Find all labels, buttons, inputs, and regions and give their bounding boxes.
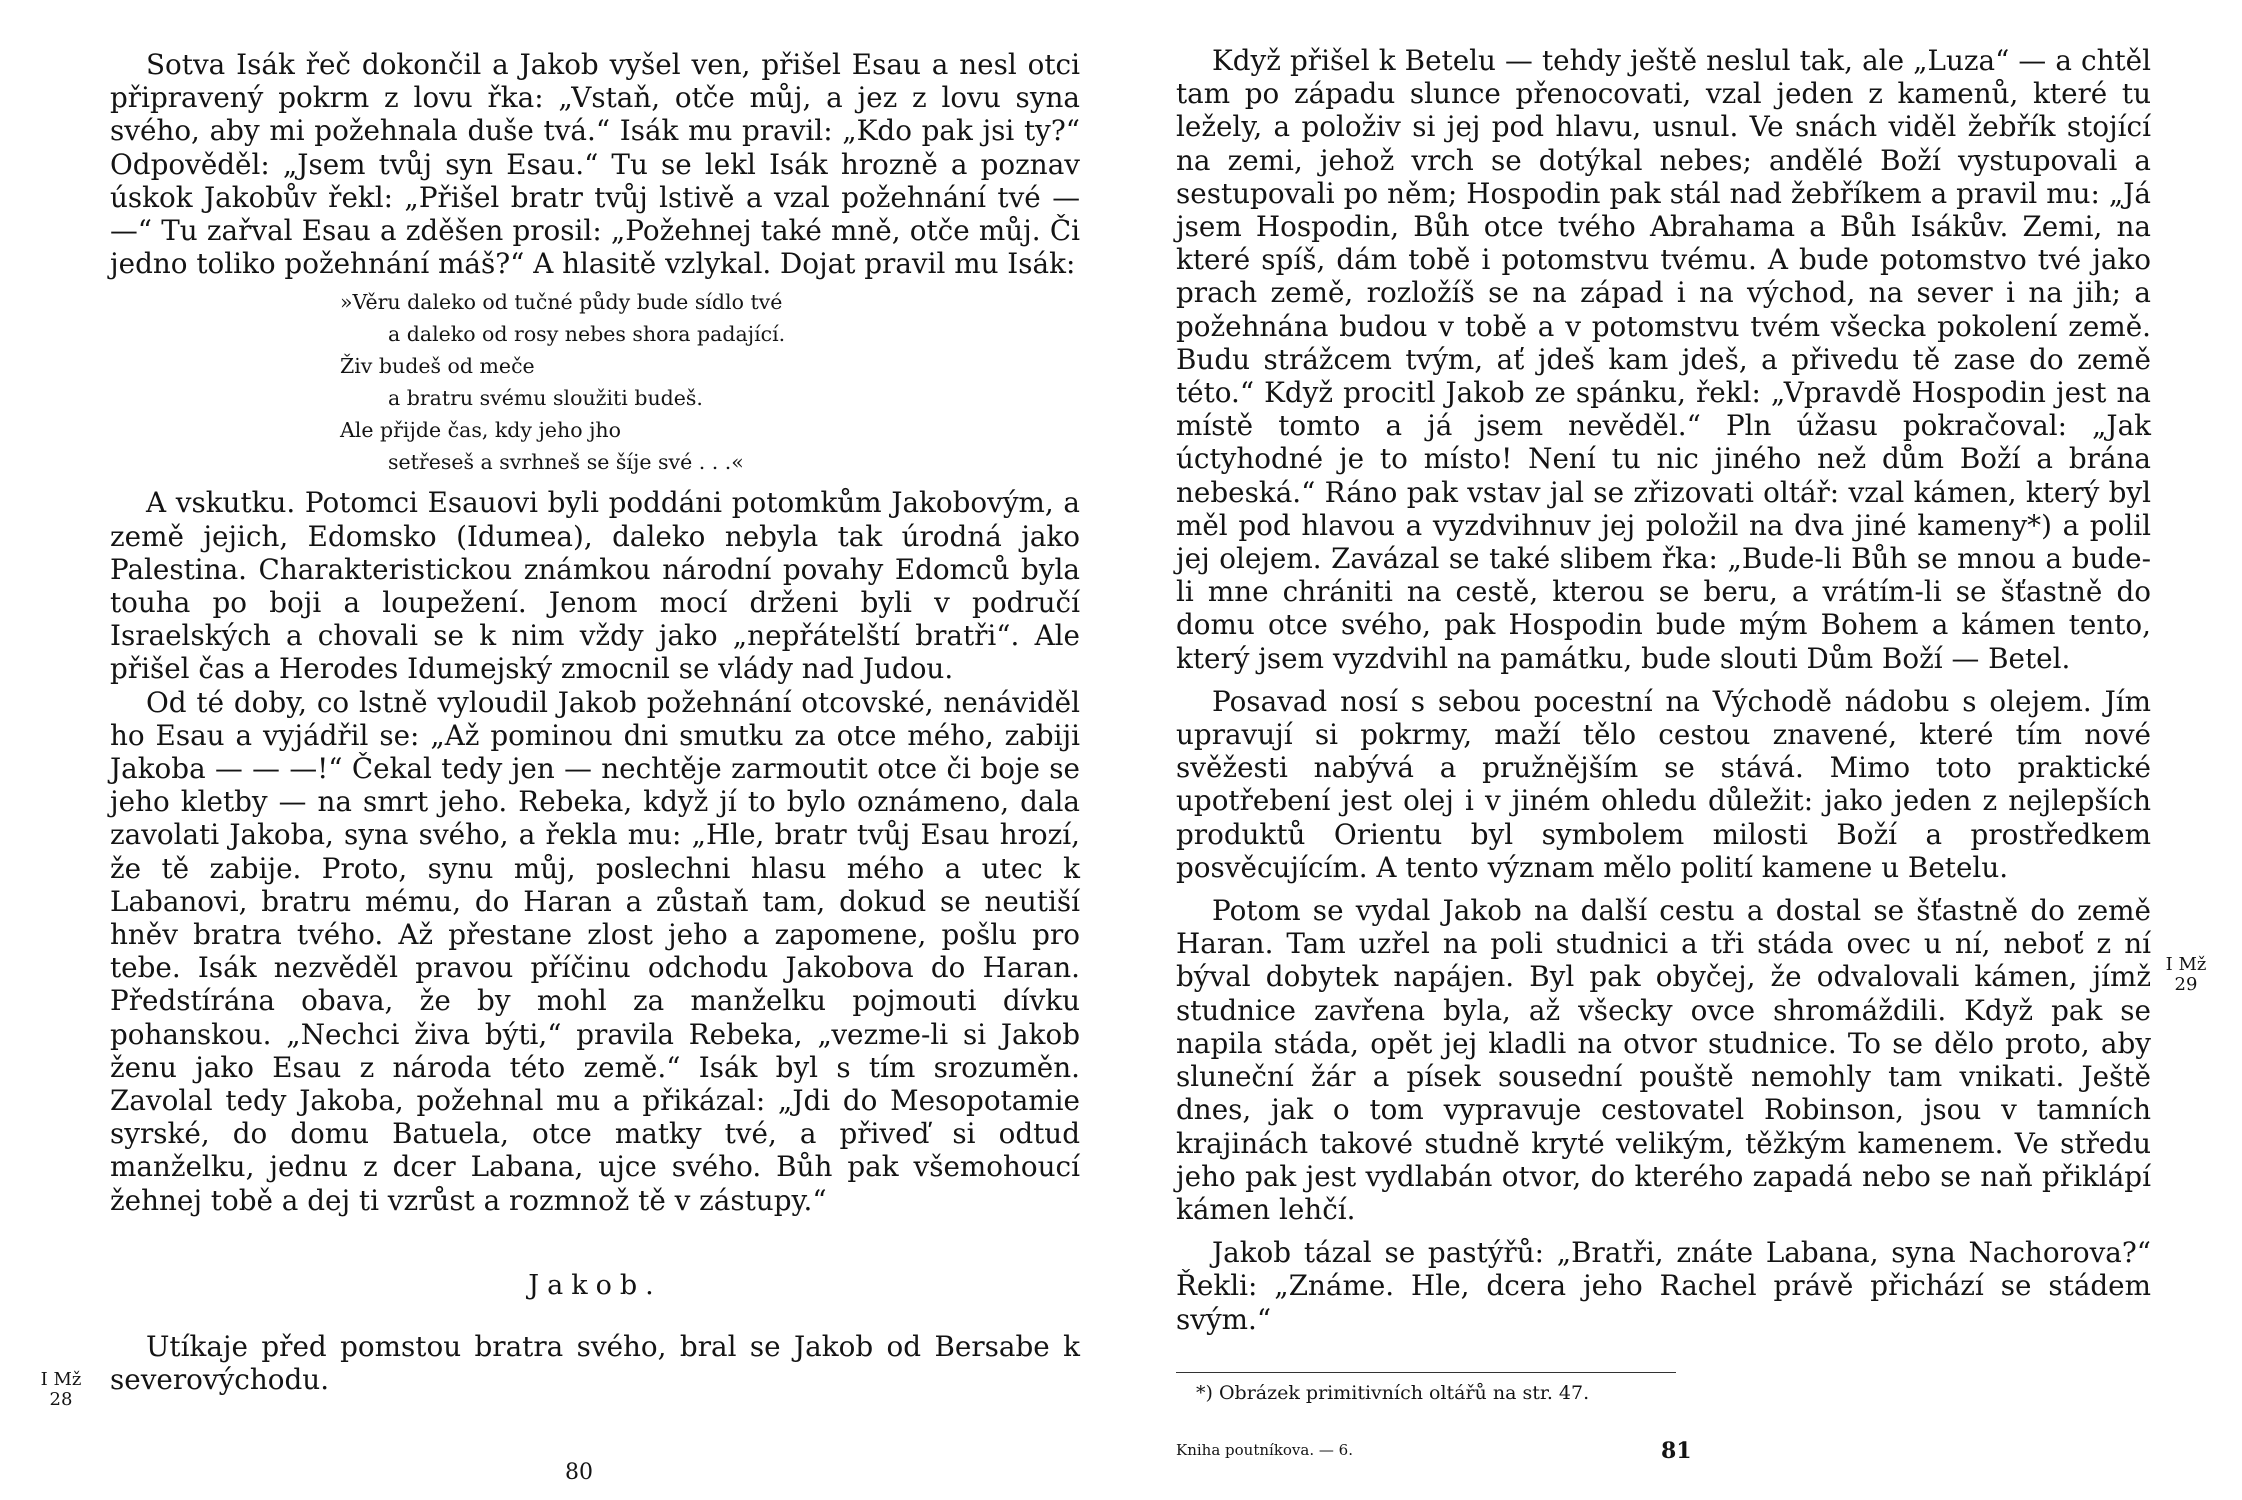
poem-line: a bratru svému sloužiti budeš. bbox=[388, 386, 703, 411]
paragraph: A vskutku. Potomci Esauovi byli poddáni potomkům Jakobovým, a země jejich, Edomsko (Idumea), daleko nebyla tak úrodná jako Palestina. Charakteristickou známkou národní povahy Edomců byla touha po boji a loupežení. Jenom mocí drženi byli v područí Israelských a chovali se k nim vždy jako „nepřátelští bratři“. Ale přišel čas a Herodes Idumejský zmocnil se vlády nad Judou. bbox=[110, 486, 1080, 686]
margin-reference-chapter: 29 bbox=[2174, 974, 2198, 995]
right-page bbox=[1121, 0, 2242, 1500]
poem-blessing bbox=[340, 286, 1080, 478]
right-text-column bbox=[1176, 44, 2151, 1336]
page-number: 80 bbox=[565, 1460, 593, 1485]
poem-line: Živ budeš od meče bbox=[340, 354, 535, 379]
footnote-divider bbox=[1176, 1372, 1676, 1373]
paragraph: Potom se vydal Jakob na další cestu a dostal se šťastně do země Haran. Tam uzřel na poli studnici a tři stáda ovec u ní, neboť z ní býval dobytek napájen. Byl pak obyčej, že odvalovali kámen, jímž studnice zavřena byla, až všecky ovce shromáždili. Když pak se napila stáda, opět jej kladli na otvor studnice. To se dělo proto, aby sluneční žár a písek sousední pouště nemohly tam vnikati. Ještě dnes, jak o tom vypravuje cestovatel Robinson, jsou v tamních krajinách takové studně kryté velikým, těžkým kamenem. Ve středu jeho pak jest vydlabán otvor, do kterého zapadá nebo se naň přiklápí kámen lehčí. bbox=[1176, 894, 2151, 1226]
poem-line: Ale přijde čas, kdy jeho jho bbox=[340, 418, 621, 443]
margin-reference bbox=[34, 1370, 88, 1410]
poem-line: a daleko od rosy nebes shora padající. bbox=[388, 322, 786, 347]
paragraph: Utíkaje před pomstou bratra svého, bral se Jakob od Bersabe k severovýchodu. bbox=[110, 1330, 1080, 1397]
paragraph: Když přišel k Betelu — tehdy ještě neslul tak, ale „Luza“ — a chtěl tam po západu slunce přenocovati, vzal jeden z kamenů, které tu ležely, a položiv si jej pod hlavu, usnul. Ve snách viděl žebřík stojící na zemi, jehož vrch se dotýkal nebes; andělé Boží vystupovali a sestupovali po něm; Hospodin pak stál nad žebříkem a pravil mu: „Já jsem Hospodin, Bůh otce tvého Abrahama a Bůh Isákův. Zemi, na které spíš, dám tobě i potomstvu tvému. A bude potomstvo tvé jako prach země, rozložíš se na západ i na východ, na sever i na jih; a požehnána budou v tobě a v potomstvu tvém všecka pokolení země. Budu strážcem tvým, ať jdeš kam jdeš, a přivedu tě zase do země této.“ Když procitl Jakob ze spánku, řekl: „Vpravdě Hospodin jest na místě tomto a já jsem nevěděl.“ Pln úžasu pokračoval: „Jak úctyhodné je to místo! Není tu nic jiného než dům Boží a brána nebeská.“ Ráno pak vstav jal se zřizovati oltář: vzal kámen, který byl měl pod hlavou a vyzdvihnuv jej položil na dva jiné kameny*) a polil jej olejem. Zavázal se také slibem řka: „Bude-li Bůh se mnou a bude-li mne chrániti na cestě, kterou se beru, a vrátím-li se šťastně do domu otce svého, pak Hospodin bude mým Bohem a kámen tento, který jsem vyzdvihl na památku, bude slouti Dům Boží — Betel. bbox=[1176, 44, 2151, 675]
page-number: 81 bbox=[1661, 1438, 1692, 1464]
paragraph: Jakob tázal se pastýřů: „Bratři, znáte Labana, syna Nachorova?“ Řekli: „Známe. Hle, dcera jeho Rachel právě přichází se stádem svým.“ bbox=[1176, 1236, 2151, 1336]
paragraph: Posavad nosí s sebou pocestní na Východě nádobu s olejem. Jím upravují si pokrmy, maží tělo cestou znavené, které tím nové svěžesti nabývá a pružnějším se stává. Mimo toto praktické upotřebení jest olej i v jiném ohledu důležit: jako jeden z nejlepších produktů Orientu byl symbolem milosti Boží a prostředkem posvěcujícím. A tento význam mělo polití kamene u Betelu. bbox=[1176, 684, 2151, 884]
margin-reference-book: I Mž bbox=[2165, 954, 2207, 975]
margin-reference bbox=[2158, 955, 2214, 995]
section-heading: Jakob. bbox=[528, 1269, 662, 1301]
printer-signature: Kniha poutníkova. — 6. bbox=[1176, 1441, 1353, 1459]
paragraph: Od té doby, co lstně vyloudil Jakob požehnání otcovské, nenáviděl ho Esau a vyjádřil se: „Až pominou dni smutku za otce mého, zabiji Jakoba — — —!“ Čekal tedy jen — nechtěje zarmoutit otce či boje se jeho kletby — na smrt jeho. Rebeka, když jí to bylo oznámeno, dala zavolati Jakoba, syna svého, a řekla mu: „Hle, bratr tvůj Esau hrozí, že tě zabije. Proto, synu můj, poslechni hlasu mého a utec k Labanovi, bratru mému, do Haran a zůstaň tam, dokud se neutiší hněv bratra tvého. Až přestane zlost jeho a zapomene, pošlu pro tebe. Isák nezvěděl pravou příčinu odchodu Jakobova do Haran. Předstírána obava, že by mohl za manželku pojmouti dívku pohanskou. „Nechci živa býti,“ pravila Rebeka, „vezme-li si Jakob ženu jako Esau z národa této země.“ Isák byl s tím srozuměn. Zavolal tedy Jakoba, požehnal mu a přikázal: „Jdi do Mesopotamie syrské, do domu Batuela, otce matky tvé, a přiveď si odtud manželku, jednu z dcer Labana, ujce svého. Bůh pak všemohoucí žehnej tobě a dej ti vzrůst a rozmnož tě v zástupy.“ bbox=[110, 685, 1080, 1217]
left-text-column bbox=[110, 48, 1080, 1397]
footnote: *) Obrázek primitivních oltářů na str. 47. bbox=[1196, 1382, 1590, 1404]
margin-reference-chapter: 28 bbox=[49, 1389, 73, 1410]
paragraph: Sotva Isák řeč dokončil a Jakob vyšel ven, přišel Esau a nesl otci připravený pokrm z lovu řka: „Vstaň, otče můj, a jez z lovu syna svého, aby mi požehnala duše tvá.“ Isák mu pravil: „Kdo pak jsi ty?“ Odpověděl: „Jsem tvůj syn Esau.“ Tu se lekl Isák hrozně a poznav úskok Jakobův řekl: „Přišel bratr tvůj lstivě a vzal požehnání tvé — —“ Tu zařval Esau a zděšen prosil: „Požehnej také mně, otče můj. Či jedno toliko požehnání máš?“ A hlasitě vzlykal. Dojat pravil mu Isák: bbox=[110, 48, 1080, 281]
margin-reference-book: I Mž bbox=[40, 1369, 82, 1390]
poem-line: setřeseš a svrhneš se šíje své . . .« bbox=[388, 450, 744, 475]
poem-line: »Věru daleko od tučné půdy bude sídlo tvé bbox=[340, 290, 783, 315]
